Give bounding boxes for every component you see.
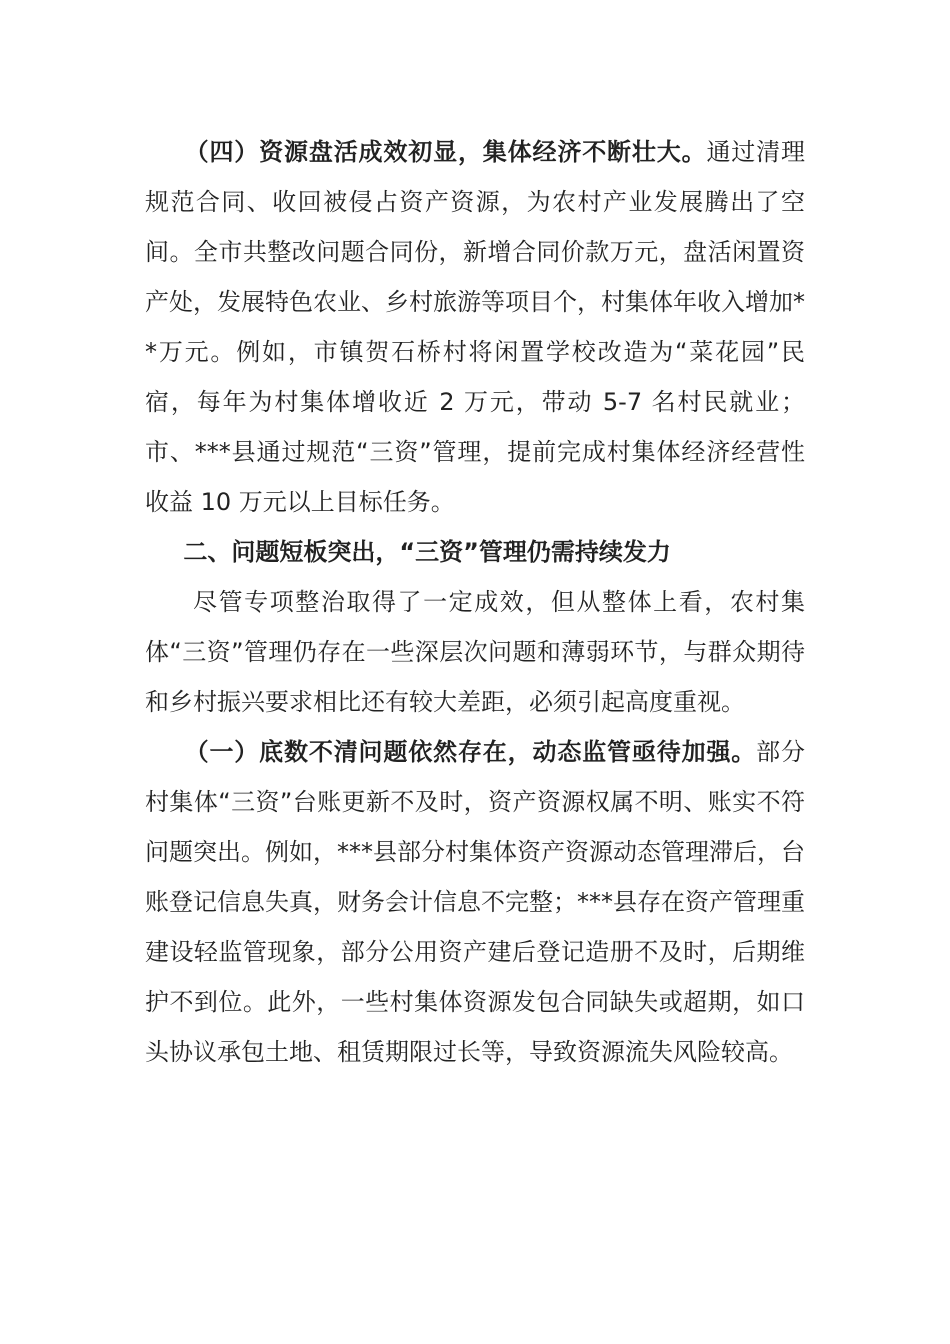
paragraph-lead-section-4: （四）资源盘活成效初显，集体经济不断壮大。 <box>184 138 707 166</box>
paragraph-intro: 尽管专项整治取得了一定成效，但从整体上看，农村集体“三资”管理仍存在一些深层次问题和薄弱环节，与群众期待和乡村振兴要求相比还有较大差距，必须引起高度重视。 <box>145 588 805 716</box>
paragraph-body-problem-1: 部分村集体“三资”台账更新不及时，资产资源权属不明、账实不符问题突出。例如，***县部分村集体资产资源动态管理滞后，台账登记信息失真，财务会计信息不完整；***县存在资产管理重建设轻监管现象，部分公用资产建后登记造册不及时，后期维护不到位。此外，一些村集体资源发包合同缺失或超期，如口头协议承包土地、租赁期限过长等，导致资源流失风险较高。 <box>145 738 806 1066</box>
paragraph-body-section-4: 通过清理规范合同、收回被侵占资产资源，为农村产业发展腾出了空间。全市共整改问题合同份，新增合同价款万元，盘活闲置资产处，发展特色农业、乡村旅游等项目个，村集体年收入增加**万元。例如，市镇贺石桥村将闲置学校改造为“菜花园”民宿，每年为村集体增收近 2 万元，带动 5-7 名村民就业；市、***县通过规范“三资”管理，提前完成村集体经济经营性收益 10 万元以上目标任务。 <box>145 138 806 516</box>
paragraph-lead-problem-1: （一）底数不清问题依然存在，动态监管亟待加强。 <box>184 738 757 766</box>
paragraph-problem-1 <box>145 727 805 1077</box>
section-heading-2: 二、问题短板突出，“三资”管理仍需持续发力 <box>183 538 671 566</box>
document-body <box>145 127 805 1077</box>
paragraph-resource-revitalization <box>145 127 805 527</box>
